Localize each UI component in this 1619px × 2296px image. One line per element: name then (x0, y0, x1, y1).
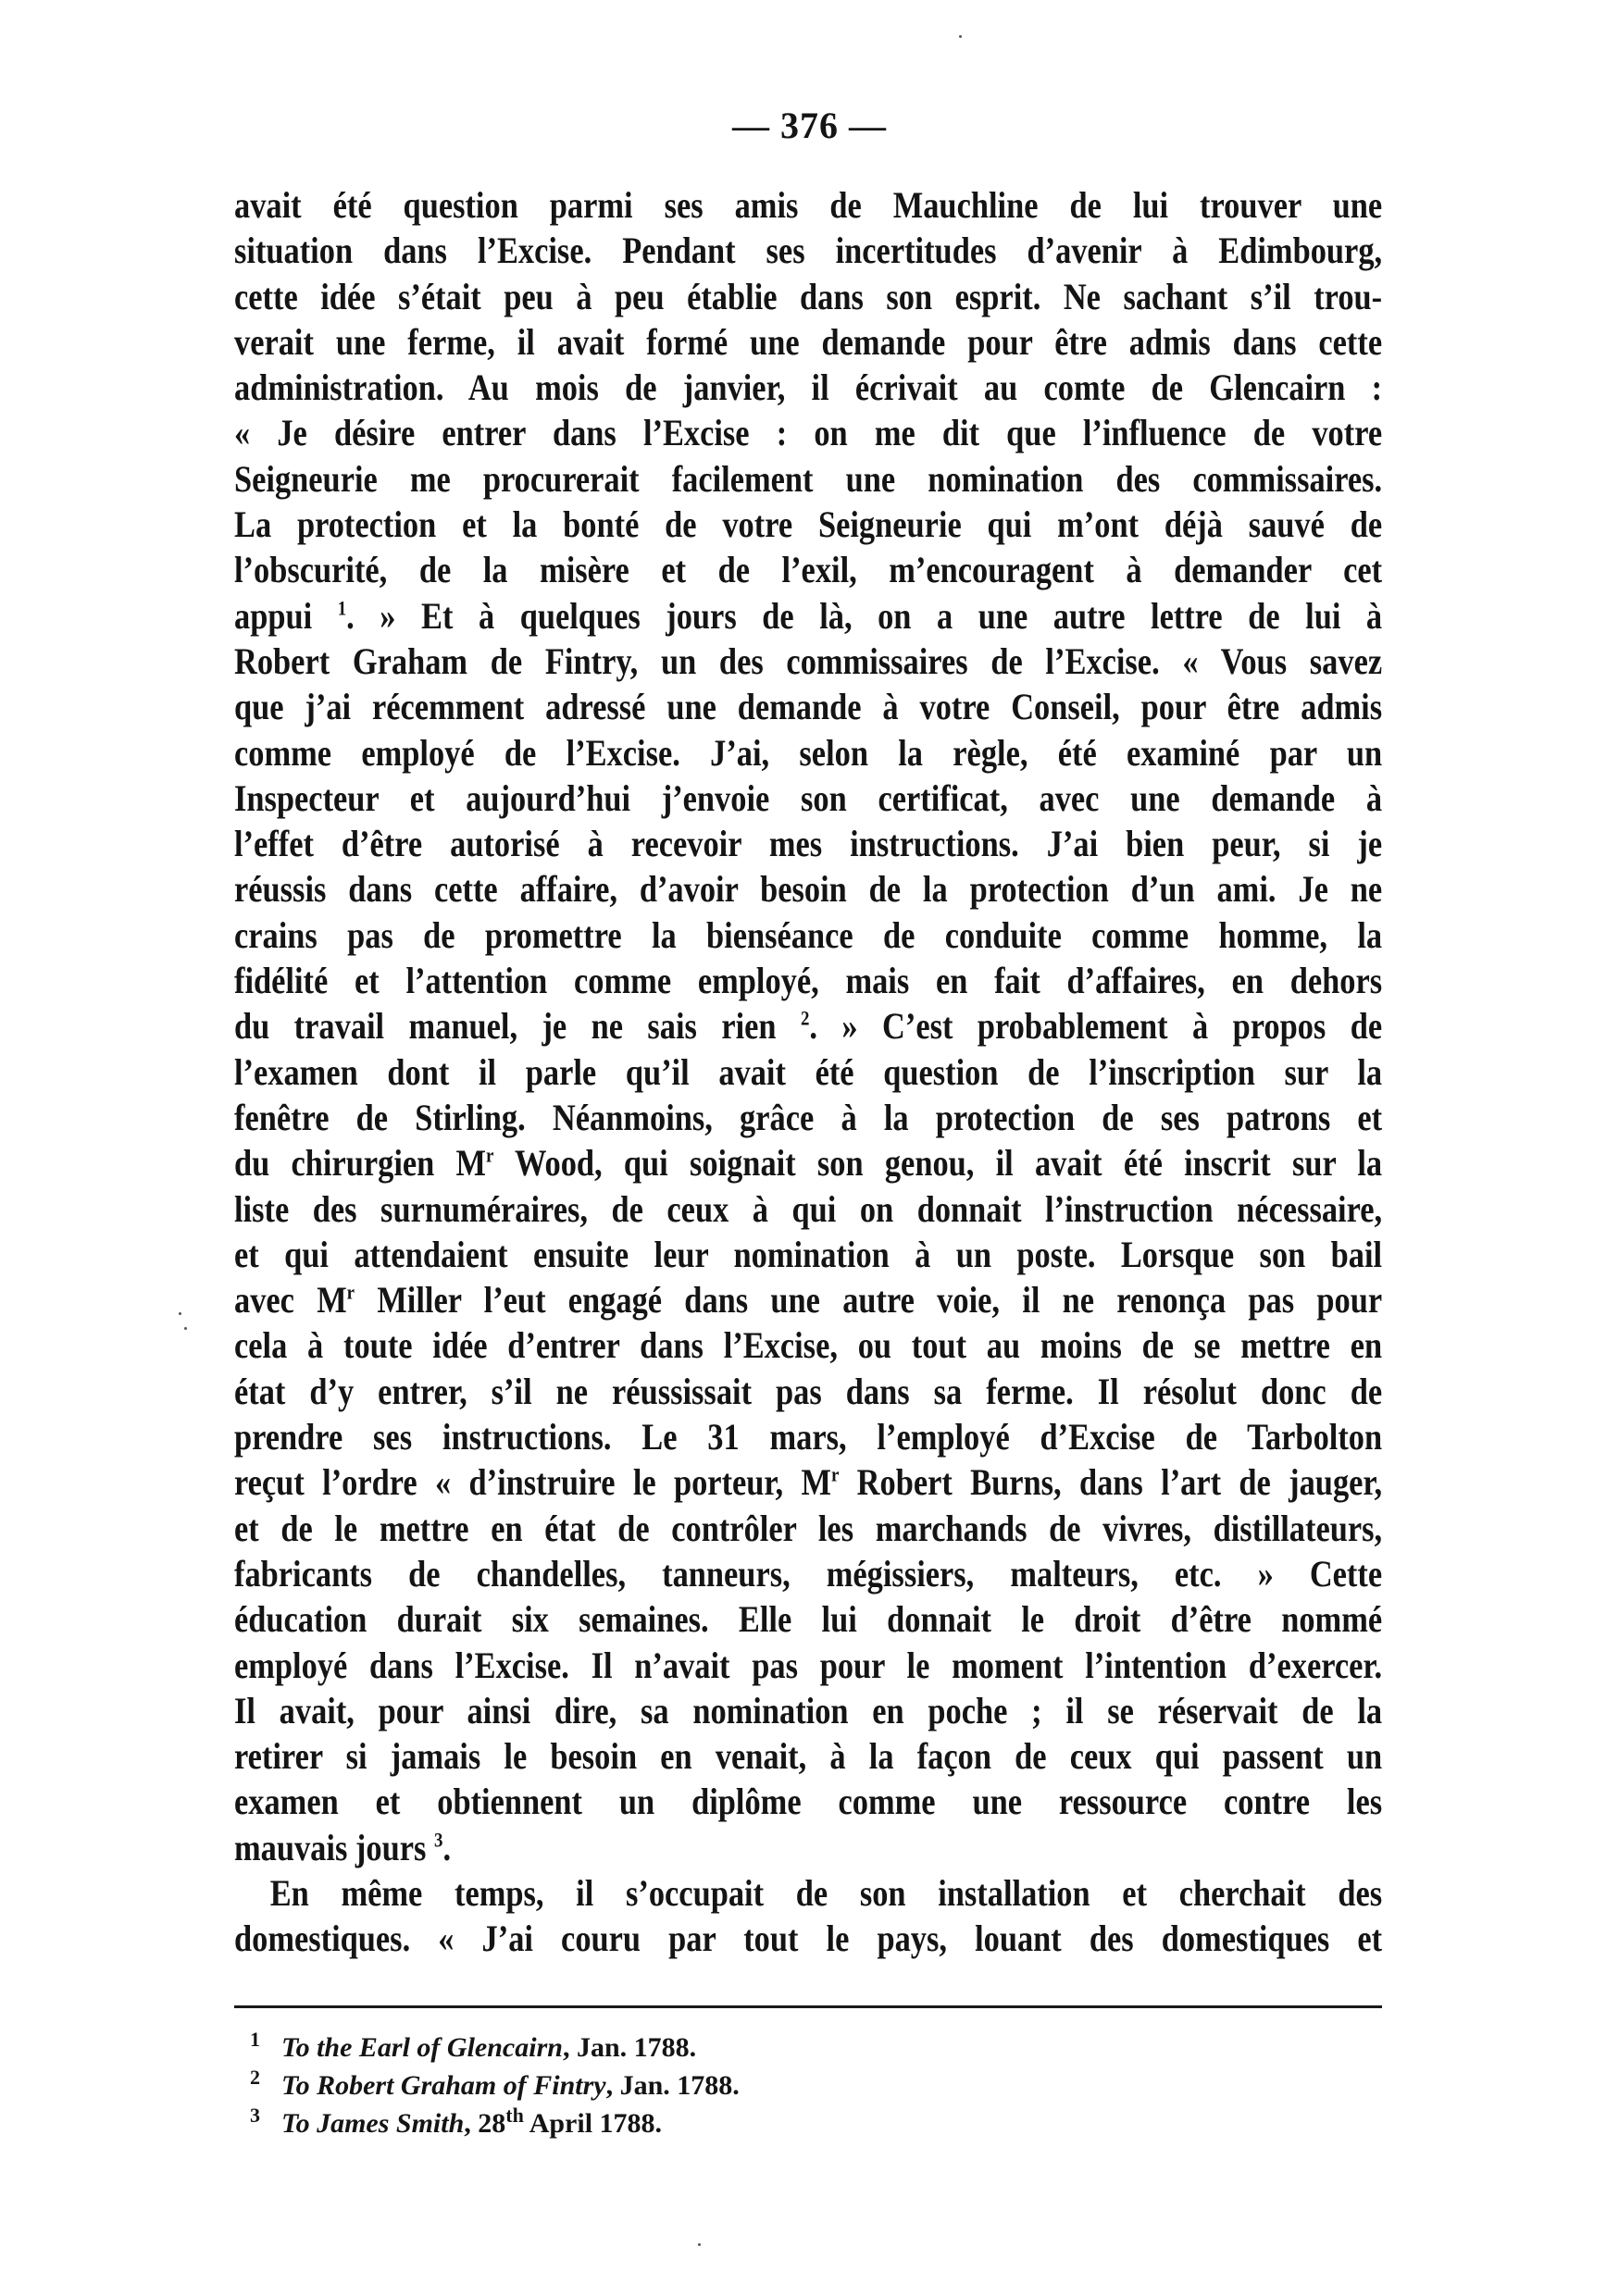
footnote: 2 To Robert Graham of Fintry, Jan. 1788. (250, 2066, 740, 2101)
text-line: l’obscurité, de la misère et de l’exil, m’encouragent à demander cet (234, 549, 1383, 591)
footnote-ref: 2 (800, 1007, 810, 1031)
text-line: que j’ai récemment adressé une demande à votre Conseil, pour être admis (234, 686, 1383, 728)
text-line: Seigneurie me procurerait facilement une nomination des commissaires. (234, 457, 1383, 500)
text-line: retirer si jamais le besoin en venait, à la façon de ceux qui passent un (234, 1735, 1383, 1778)
footnote-ref: 3 (433, 1828, 443, 1852)
footnote: 1 To the Earl of Glencairn, Jan. 1788. (250, 2028, 697, 2063)
text-line: verait une ferme, il avait formé une demande pour être admis dans cette (234, 320, 1383, 363)
superscript: r (346, 1280, 355, 1304)
text-line: état d’y entrer, s’il ne réussissait pas dans sa ferme. Il résolut donc de (234, 1370, 1383, 1412)
text-line: et de le mettre en état de contrôler les marchands de vivres, distillateurs, (234, 1507, 1383, 1549)
text-line: fabricants de chandelles, tanneurs, mégissiers, malteurs, etc. » Cette (234, 1552, 1383, 1595)
text-fragment: Miller l’eut engagé dans une autre voie, il ne renonça pas pour (355, 1279, 1383, 1322)
footnotes (250, 2029, 1361, 2142)
text-fragment: . » Et à quelques jours de là, on a une autre lettre de lui à (346, 594, 1383, 637)
text-line-superscript (234, 1459, 1382, 1505)
text-line: avait été question parmi ses amis de Mauchline de lui trouver une (234, 184, 1383, 226)
text-fragment: appui (234, 594, 313, 637)
text-fragment: reçut l’ordre « d’instruire le porteur, M (234, 1461, 831, 1504)
text-line: liste des surnuméraires, de ceux à qui on donnait l’instruction nécessaire, (234, 1187, 1383, 1230)
footnote-date: April 1788. (523, 2108, 663, 2139)
text-line: examen et obtiennent un diplôme comme une ressource contre les (234, 1781, 1383, 1823)
footnote-title: To James Smith (281, 2108, 465, 2139)
text-line-footnote-ref (234, 1825, 1382, 1870)
text-line: éducation durait six semaines. Elle lui donnait le droit d’être nommé (234, 1598, 1383, 1641)
paragraph-start-line: En même temps, il s’occupait de son installation et cherchait des (269, 1871, 1383, 1914)
text-line: fidélité et l’attention comme employé, mais en fait d’affaires, en dehors (234, 960, 1383, 1002)
text-line: prendre ses instructions. Le 31 mars, l’employé d’Excise de Tarbolton (234, 1416, 1383, 1458)
footnote: 3 To James Smith, 28th April 1788. (250, 2104, 663, 2139)
text-line-superscript (234, 1140, 1382, 1185)
footnote-date: , Jan. 1788. (562, 2032, 697, 2063)
superscript: r (830, 1462, 840, 1486)
text-line: cette idée s’était peu à peu établie dans son esprit. Ne sachant s’il trou- (234, 275, 1383, 317)
footnote-date: , Jan. 1788. (605, 2070, 740, 2101)
text-line-footnote-ref (234, 1003, 1382, 1049)
text-line: l’examen dont il parle qu’il avait été question de l’inscription sur la (234, 1050, 1383, 1093)
text-fragment: du chirurgien M (234, 1142, 487, 1185)
text-line: réussis dans cette affaire, d’avoir besoin de la protection d’un ami. Je ne (234, 868, 1383, 911)
superscript: th (505, 2104, 524, 2127)
text-fragment: mauvais jours (234, 1826, 427, 1868)
text-line: Il avait, pour ainsi dire, sa nomination en poche ; il se réservait de la (234, 1689, 1383, 1731)
footnote-ref: 1 (337, 596, 347, 620)
text-line: Robert Graham de Fintry, un des commissaires de l’Excise. « Vous savez (234, 639, 1383, 682)
scan-speck (698, 2243, 701, 2246)
text-fragment: du travail manuel, je ne sais rien (234, 1005, 777, 1048)
scan-speck (184, 1327, 187, 1330)
scan-speck (959, 35, 962, 38)
text-fragment: Wood, qui soignait son genou, il avait été inscrit sur la (493, 1142, 1383, 1185)
text-line-superscript (234, 1277, 1382, 1322)
page-number: — 376 — (732, 105, 887, 146)
text-fragment: . » C’est probablement à propos de (809, 1005, 1383, 1048)
text-line: comme employé de l’Excise. J’ai, selon la règle, été examiné par un (234, 731, 1383, 774)
text-line: domestiques. « J’ai couru par tout le pays, louant des domestiques et (234, 1917, 1383, 1960)
text-line: « Je désire entrer dans l’Excise : on me dit que l’influence de votre (234, 412, 1383, 454)
text-line: fenêtre de Stirling. Néanmoins, grâce à la protection de ses patrons et (234, 1096, 1383, 1138)
footnote-title: To the Earl of Glencairn (281, 2032, 563, 2063)
text-line: situation dans l’Excise. Pendant ses incertitudes d’avenir à Edimbourg, (234, 230, 1383, 272)
text-line: Inspecteur et aujourd’hui j’envoie son certificat, avec une demande à (234, 776, 1383, 819)
text-line: crains pas de promettre la bienséance de conduite comme homme, la (234, 913, 1383, 956)
text-line: administration. Au mois de janvier, il écrivait au comte de Glencairn : (234, 366, 1383, 409)
text-line: employé dans l’Excise. Il n’avait pas pour le moment l’intention d’exercer. (234, 1644, 1383, 1686)
text-line-footnote-ref (234, 593, 1382, 639)
body-text (234, 182, 1382, 1962)
text-line: La protection et la bonté de votre Seigneurie qui m’ont déjà sauvé de (234, 503, 1383, 546)
footnote-divider (234, 2005, 1382, 2008)
text-line: l’effet d’être autorisé à recevoir mes instructions. J’ai bien peur, si je (234, 823, 1383, 865)
scan-speck (179, 1312, 181, 1315)
text-fragment: avec M (234, 1279, 347, 1322)
superscript: r (486, 1143, 494, 1167)
footnote-date: , 28 (464, 2108, 506, 2139)
text-fragment: . (442, 1826, 452, 1868)
text-line: cela à toute idée d’entrer dans l’Excise, ou tout au moins de se mettre en (234, 1324, 1383, 1367)
footnote-title: To Robert Graham of Fintry (281, 2070, 606, 2101)
text-line: et qui attendaient ensuite leur nomination à un poste. Lorsque son bail (234, 1233, 1383, 1275)
text-fragment: Robert Burns, dans l’art de jauger, (839, 1461, 1383, 1504)
